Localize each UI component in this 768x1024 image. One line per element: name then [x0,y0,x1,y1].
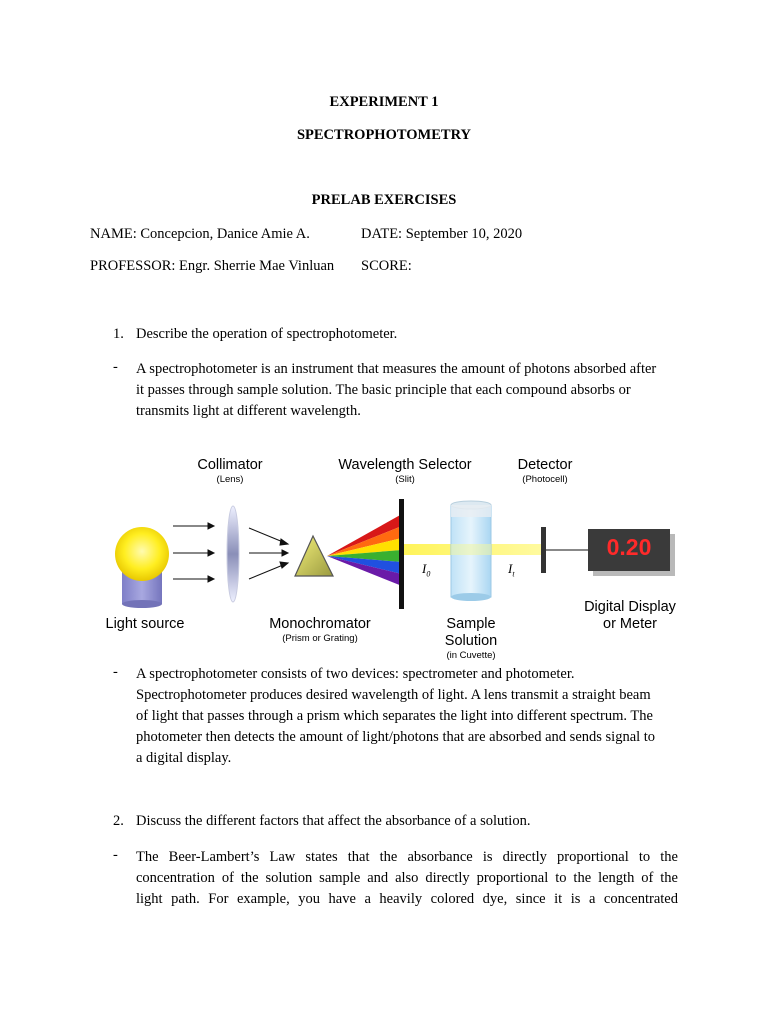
answer-1b-line-3: of light that passes through a prism which separates the light into different spectrum. The [136,708,653,724]
sample-label-line-2: Solution [444,633,498,649]
sample-sublabel: (in Cuvette) [446,650,496,661]
collimator-lens-icon [227,506,239,602]
answer-2a-line-1: The Beer-Lambert’s Law states that the absorbance is directly proportional to the [136,849,678,865]
professor-field: PROFESSOR: Engr. Sherrie Mae Vinluan [90,258,335,274]
detector-sublabel: (Photocell) [522,474,568,485]
monochromator-label: Monochromator [269,616,371,632]
experiment-title: EXPERIMENT 1 [329,94,439,110]
spectrophotometer-diagram [95,452,695,664]
transmitted-intensity-label: $I_t$ [508,561,515,579]
subject-title: SPECTROPHOTOMETRY [296,127,472,143]
display-label-line-1: Digital Display [584,599,676,615]
answer-1b-paragraph [136,664,678,769]
sample-label-line-1: Sample [446,616,496,632]
monochromator-sublabel: (Prism or Grating) [282,633,358,644]
spectrum-rays [327,514,402,586]
answer-1b-line-2: Spectrophotometer produces desired wavelength of light. A lens transmit a straight beam [136,687,651,703]
answer-1b-line-4: photometer then detects the amount of light/photons that are absorbed and sends signal to [136,729,656,745]
wavelength-selector-label: Wavelength Selector [338,457,472,473]
wavelength-selector-sublabel: (Slit) [395,474,415,485]
answer-2a-line-3: light path. For example, you have a heavily colored dye, since it is a concentrated [136,891,678,907]
answer-2a-dash: - [113,847,118,863]
collimator-sublabel: (Lens) [216,474,244,485]
answer-2a-paragraph [136,847,678,910]
incident-intensity-label: $I_0$ [422,561,431,579]
answer-1a-paragraph [136,359,678,422]
question-1-text: Describe the operation of spectrophotometer. [136,326,398,342]
converging-light-arrows [249,528,288,579]
question-2-number: 2. [113,813,124,829]
section-title: PRELAB EXERCISES [311,192,457,208]
question-1-number: 1. [113,326,124,342]
detector-label: Detector [517,457,573,473]
display-label-line-2: or Meter [603,616,657,632]
display-reading: 0.20 [606,534,652,560]
question-2-text: Discuss the different factors that affect the absorbance of a solution. [136,813,531,829]
sample-cuvette-icon [451,501,491,601]
answer-1b-line-1: A spectrophotometer consists of two devices: spectrometer and photometer. [136,666,575,682]
answer-1b-line-5: a digital display. [136,750,232,766]
name-field: NAME: Concepcion, Danice Amie A. [90,226,310,242]
answer-2a-line-2: concentration of the solution sample and also directly proportional to the length of the [136,870,678,886]
detector-photocell-icon [541,527,546,573]
answer-1a-line-1: A spectrophotometer is an instrument that measures the amount of photons absorbed after [136,361,657,377]
incoming-light-arrows [173,523,214,582]
light-source-label: Light source [105,616,185,632]
answer-1b-dash: - [113,664,118,680]
answer-1a-dash: - [113,359,118,375]
score-field: SCORE: [361,258,412,274]
light-source-icon [115,527,169,608]
wavelength-selector-slit-icon [399,499,404,609]
answer-1a-line-3: transmits light at different wavelength. [136,403,361,419]
answer-1a-line-2: it passes through sample solution. The basic principle that each compound absorbs or [136,382,631,398]
collimator-label: Collimator [197,457,263,473]
date-field: DATE: September 10, 2020 [361,226,523,242]
